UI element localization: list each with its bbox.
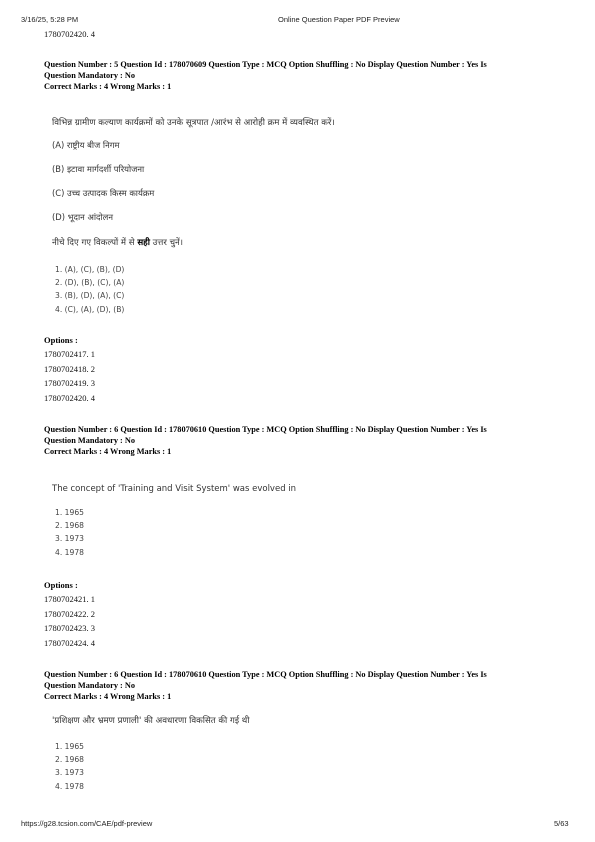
q6-hi-meta-line2: Question Mandatory : No: [44, 681, 136, 690]
q6-hi-meta-line1: Question Number : 6 Question Id : 178070610 Question Type : MCQ Option Shuffling : No Display Question Number : Yes Is: [44, 670, 487, 679]
q5-answer-3: 3. (B), (D), (A), (C): [55, 291, 125, 301]
q5-answer-4: 4. (C), (A), (D), (B): [55, 304, 125, 314]
continued-option: 1780702420. 4: [44, 29, 95, 39]
q5-instruction-pre: नीचे दिए गए विकल्पों में से: [52, 238, 138, 248]
q6-en-options-list: [44, 592, 95, 650]
q6-en-question: The concept of 'Training and Visit System' was evolved in: [52, 484, 297, 494]
q6-hi-meta: [44, 669, 564, 702]
q6-en-answer-4: 4. 1978: [55, 547, 84, 557]
q5-option-1: 1780702417. 1: [44, 349, 95, 359]
q5-item-c: (C) उच्च उत्पादक किस्म कार्यक्रम: [52, 188, 155, 198]
q6-en-answer-1: 1. 1965: [55, 508, 84, 517]
q5-marks: Correct Marks : 4 Wrong Marks : 1: [44, 82, 172, 91]
print-page-title: Online Question Paper PDF Preview: [278, 15, 400, 24]
q6-en-options-title: Options :: [44, 580, 78, 590]
q6-hi-answer-list: [55, 740, 84, 793]
q5-instruction-bold: सही: [137, 238, 150, 248]
q6-hi-question: 'प्रशिक्षण और भ्रमण प्रणाली' की अवधारणा विकसित की गई थी: [52, 716, 250, 726]
q5-option-4: 1780702420. 4: [44, 392, 95, 403]
q5-options-title: Options :: [44, 335, 78, 345]
q6-hi-answer-3: 3. 1973: [55, 768, 84, 778]
q6-en-marks: Correct Marks : 4 Wrong Marks : 1: [44, 447, 172, 456]
q5-options-list: [44, 347, 95, 405]
q6-en-meta: [44, 424, 564, 457]
print-url: https://g28.tcsion.com/CAE/pdf-preview: [21, 819, 153, 828]
q5-question: विभिन्न ग्रामीण कल्याण कार्यक्रमों को उनके सूत्रपात /आरंभ से आरोही क्रम में व्यवस्थित करें।: [52, 118, 335, 128]
print-page-number: 5/63: [554, 819, 569, 828]
q5-instruction: [52, 236, 183, 248]
print-datetime: 3/16/25, 5:28 PM: [21, 15, 79, 24]
q6-en-option-1: 1780702421. 1: [44, 594, 95, 604]
q6-hi-marks: Correct Marks : 4 Wrong Marks : 1: [44, 692, 172, 701]
q5-option-3: 1780702419. 3: [44, 378, 95, 389]
q5-answer-1: 1. (A), (C), (B), (D): [55, 265, 125, 274]
q6-en-answer-list: [55, 506, 84, 559]
q5-meta: [44, 59, 564, 92]
q5-option-2: 1780702418. 2: [44, 363, 95, 374]
q5-answer-2: 2. (D), (B), (C), (A): [55, 278, 125, 288]
q5-item-d: (D) भूदान आंदोलन: [52, 212, 113, 222]
q6-en-meta-line2: Question Mandatory : No: [44, 436, 136, 445]
q6-en-meta-line1: Question Number : 6 Question Id : 178070610 Question Type : MCQ Option Shuffling : No Display Question Number : Yes Is: [44, 425, 487, 434]
q6-en-answer-2: 2. 1968: [55, 521, 84, 531]
q5-item-b: (B) इटावा मार्गदर्शी परियोजना: [52, 164, 145, 174]
q5-instruction-post: उत्तर चुनें।: [149, 238, 184, 248]
q5-item-a: (A) राष्ट्रीय बीज निगम: [52, 140, 120, 150]
q6-en-option-2: 1780702422. 2: [44, 608, 95, 619]
q6-en-answer-3: 3. 1973: [55, 534, 84, 544]
q6-hi-answer-4: 4. 1978: [55, 781, 84, 791]
q5-meta-line2: Question Mandatory : No: [44, 71, 136, 80]
q6-hi-answer-1: 1. 1965: [55, 742, 84, 751]
q5-meta-line1: Question Number : 5 Question Id : 178070609 Question Type : MCQ Option Shuffling : No Display Question Number : Yes Is: [44, 60, 487, 69]
q5-answer-list: [55, 263, 124, 316]
q6-en-option-4: 1780702424. 4: [44, 637, 95, 648]
q6-hi-answer-2: 2. 1968: [55, 755, 84, 765]
q6-en-option-3: 1780702423. 3: [44, 623, 95, 634]
